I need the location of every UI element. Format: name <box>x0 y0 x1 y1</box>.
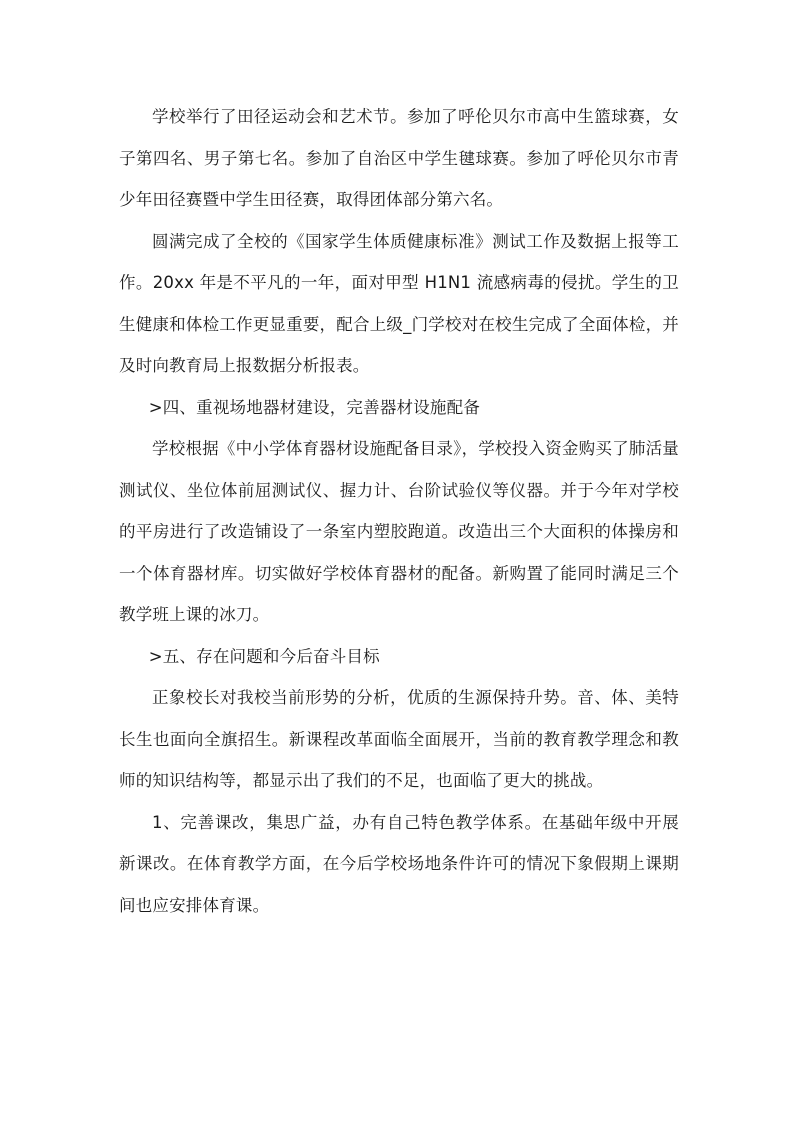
section-heading-problems-goals: >五、存在问题和今后奋斗目标 <box>148 646 380 666</box>
paragraph-equipment: 学校根据《中小学体育器材设施配备目录》，学校投入资金购买了肺活量测试仪、坐位体前屈测试仪、握力计、台阶试验仪等仪器。并于今年对学校的平房进行了改造铺设了一条室内塑胶跑道。改造出三个大面积的体操房和一个体育器材库。切实做好学校体育器材的配备。新购置了能同时满足三个教学班上课的冰刀。 <box>119 439 679 624</box>
paragraph-sports-events: 学校举行了田径运动会和艺术节。参加了呼伦贝尔市高中生篮球赛，女子第四名、男子第七名。参加了自治区中学生毽球赛。参加了呼伦贝尔市青少年田径赛暨中学生田径赛，取得团体部分第六名。 <box>119 107 679 209</box>
section-heading-equipment: >四、重视场地器材建设，完善器材设施配备 <box>148 397 481 417</box>
paragraph-health-standard: 圆满完成了全校的《国家学生体质健康标准》测试工作及数据上报等工作。20xx 年是不平凡的一年，面对甲型 H1N1 流感病毒的侵扰。学生的卫生健康和体检工作更显重要，配合上级_门学校对在校生完成了全面体检，并及时向教育局上报数据分析报表。 <box>119 231 679 375</box>
paragraph-situation-analysis: 正象校长对我校当前形势的分析，优质的生源保持升势。音、体、美特长生也面向全旗招生。新课程改革面临全面展开，当前的教育教学理念和教师的知识结构等，都显示出了我们的不足，也面临了更大的挑战。 <box>119 688 679 790</box>
paragraph-curriculum-reform: 1、完善课改，集思广益，办有自己特色教学体系。在基础年级中开展新课改。在体育教学方面，在今后学校场地条件许可的情况下象假期上课期间也应安排体育课。 <box>119 812 679 915</box>
document-body <box>119 96 679 926</box>
